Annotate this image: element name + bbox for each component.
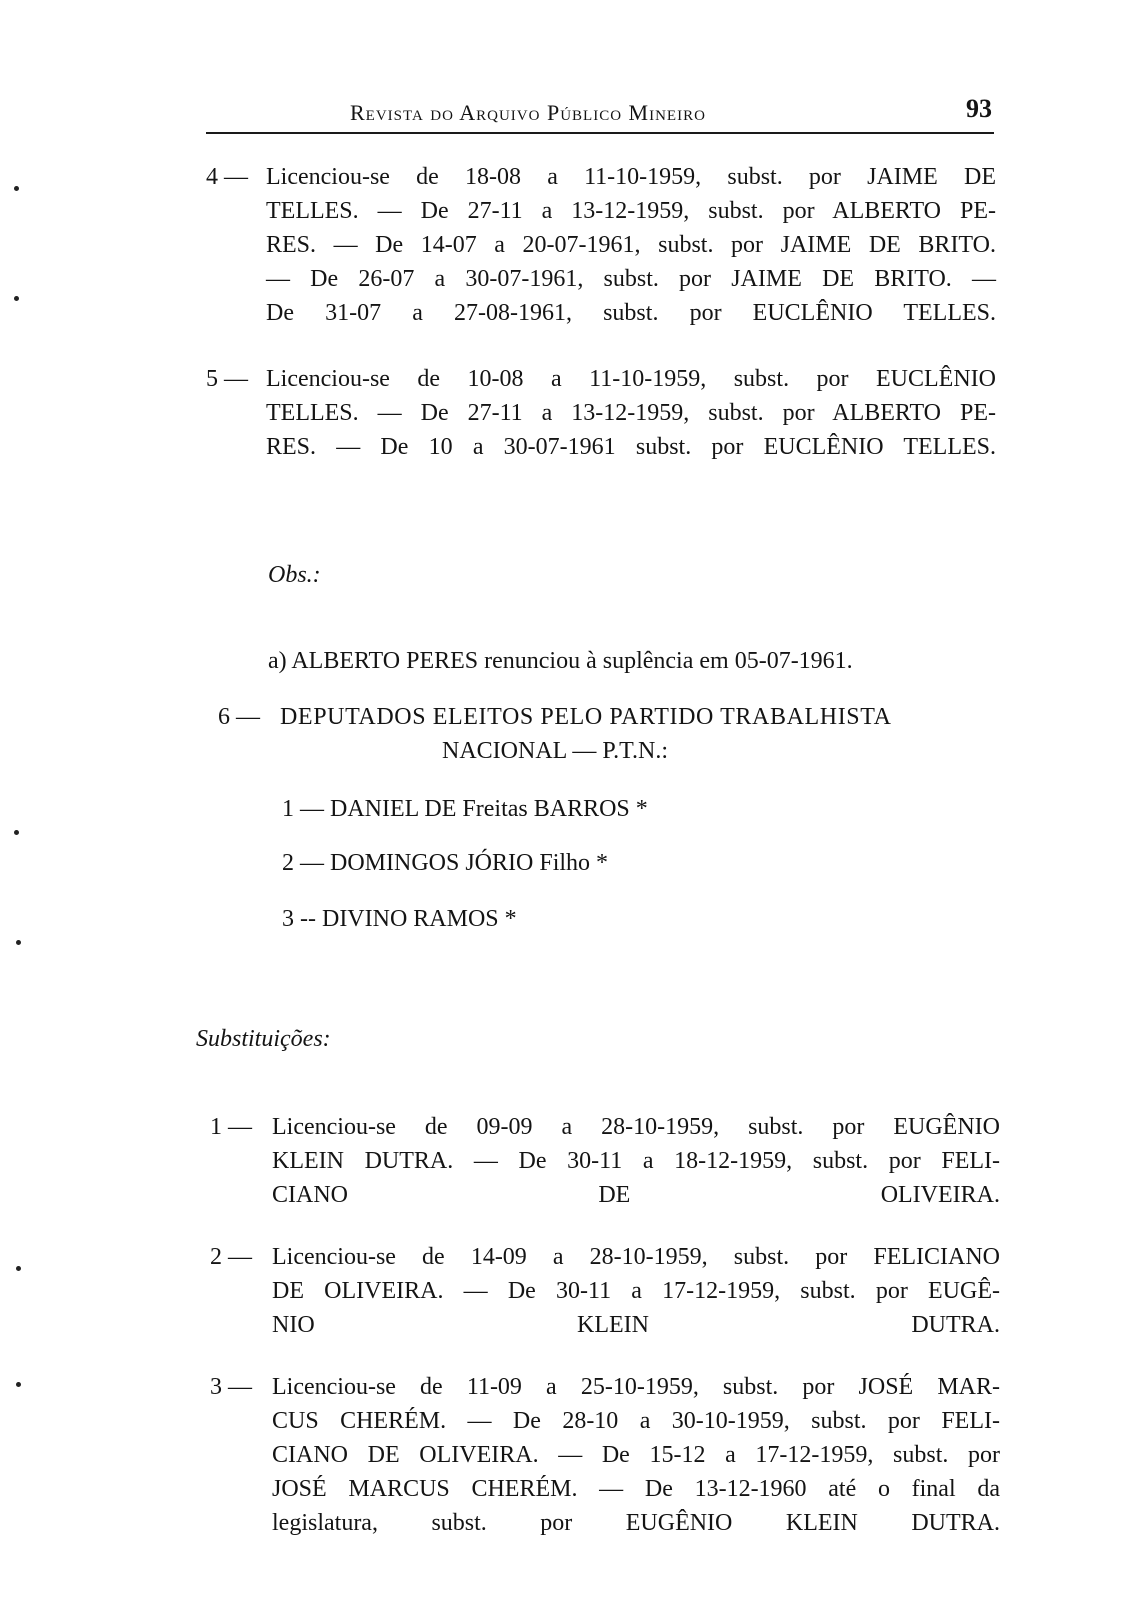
scan-speck (16, 1266, 21, 1271)
entry-number: 4 — (206, 164, 248, 190)
deputy-number: 1 — (282, 796, 324, 822)
substitutions-label: Substituições: (196, 1026, 331, 1052)
entry-line: Licenciou-se de 09-09 a 28-10-1959, subst. por EUGÊNIO (272, 1114, 1000, 1140)
section-6-subtitle: NACIONAL — P.T.N.: (442, 738, 668, 764)
deputy-item (282, 906, 517, 933)
entry-line: TELLES. — De 27-11 a 13-12-1959, subst. por ALBERTO PE- (266, 198, 996, 224)
entry-line: — De 26-07 a 30-07-1961, subst. por JAIME DE BRITO. — (266, 266, 996, 292)
header-rule (206, 132, 994, 134)
entry-4 (206, 160, 996, 340)
deputy-mark: * (596, 850, 609, 876)
entry-line: RES. — De 14-07 a 20-07-1961, subst. por JAIME DE BRITO. (266, 232, 996, 258)
entry-line: Licenciou-se de 11-09 a 25-10-1959, subst. por JOSÉ MAR- (272, 1374, 1000, 1400)
deputy-name: DANIEL DE Freitas BARROS (330, 796, 630, 822)
deputy-number: 3 -- (282, 906, 316, 932)
entry-line: legislatura, subst. por EUGÊNIO KLEIN DUTRA. (272, 1510, 1000, 1536)
entry-number: 2 — (210, 1244, 252, 1270)
entry-line: De 31-07 a 27-08-1961, subst. por EUCLÊNIO TELLES. (266, 300, 996, 326)
entry-line: CIANO DE OLIVEIRA. (272, 1182, 1000, 1208)
entry-line: RES. — De 10 a 30-07-1961 subst. por EUCLÊNIO TELLES. (266, 434, 996, 460)
entry-line: CUS CHERÉM. — De 28-10 a 30-10-1959, subst. por FELI- (272, 1408, 1000, 1434)
deputy-item (282, 850, 608, 877)
entry-number: 5 — (206, 366, 248, 392)
deputy-item (282, 796, 648, 823)
entry-line: JOSÉ MARCUS CHERÉM. — De 13-12-1960 até o final da (272, 1476, 1000, 1502)
substitution-entry-2 (210, 1240, 1000, 1350)
entry-line: NIO KLEIN DUTRA. (272, 1312, 1000, 1338)
section-6-title: DEPUTADOS ELEITOS PELO PARTIDO TRABALHISTA (280, 704, 892, 730)
scan-speck (16, 940, 21, 945)
running-title: Revista do Arquivo Público Mineiro (350, 100, 706, 125)
entry-line: CIANO DE OLIVEIRA. — De 15-12 a 17-12-1959, subst. por (272, 1442, 1000, 1468)
scan-speck (14, 830, 19, 835)
scan-speck (14, 186, 19, 191)
entry-line: KLEIN DUTRA. — De 30-11 a 18-12-1959, subst. por FELI- (272, 1148, 1000, 1174)
substitution-entry-1 (210, 1110, 1000, 1220)
obs-label: Obs.: (268, 562, 321, 588)
section-6-number: 6 — (218, 704, 260, 730)
deputy-number: 2 — (282, 850, 324, 876)
entry-line: Licenciou-se de 10-08 a 11-10-1959, subst. por EUCLÊNIO (266, 366, 996, 392)
entry-number: 1 — (210, 1114, 252, 1140)
page-number: 93 (966, 94, 992, 123)
entry-line: Licenciou-se de 14-09 a 28-10-1959, subst. por FELICIANO (272, 1244, 1000, 1270)
obs-item: a) ALBERTO PERES renunciou à suplência em 05-07-1961. (268, 648, 853, 674)
deputy-name: DOMINGOS JÓRIO Filho (330, 850, 591, 876)
deputy-mark: * (504, 906, 517, 932)
deputy-name: DIVINO RAMOS (321, 906, 499, 932)
entry-line: TELLES. — De 27-11 a 13-12-1959, subst. por ALBERTO PE- (266, 400, 996, 426)
substitution-entry-3 (210, 1370, 1000, 1546)
scan-speck (16, 1382, 21, 1387)
entry-number: 3 — (210, 1374, 252, 1400)
deputy-mark: * (635, 796, 648, 822)
entry-line: DE OLIVEIRA. — De 30-11 a 17-12-1959, subst. por EUGÊ- (272, 1278, 1000, 1304)
entry-line: Licenciou-se de 18-08 a 11-10-1959, subst. por JAIME DE (266, 164, 996, 190)
scan-speck (14, 296, 19, 301)
entry-5 (206, 362, 996, 472)
